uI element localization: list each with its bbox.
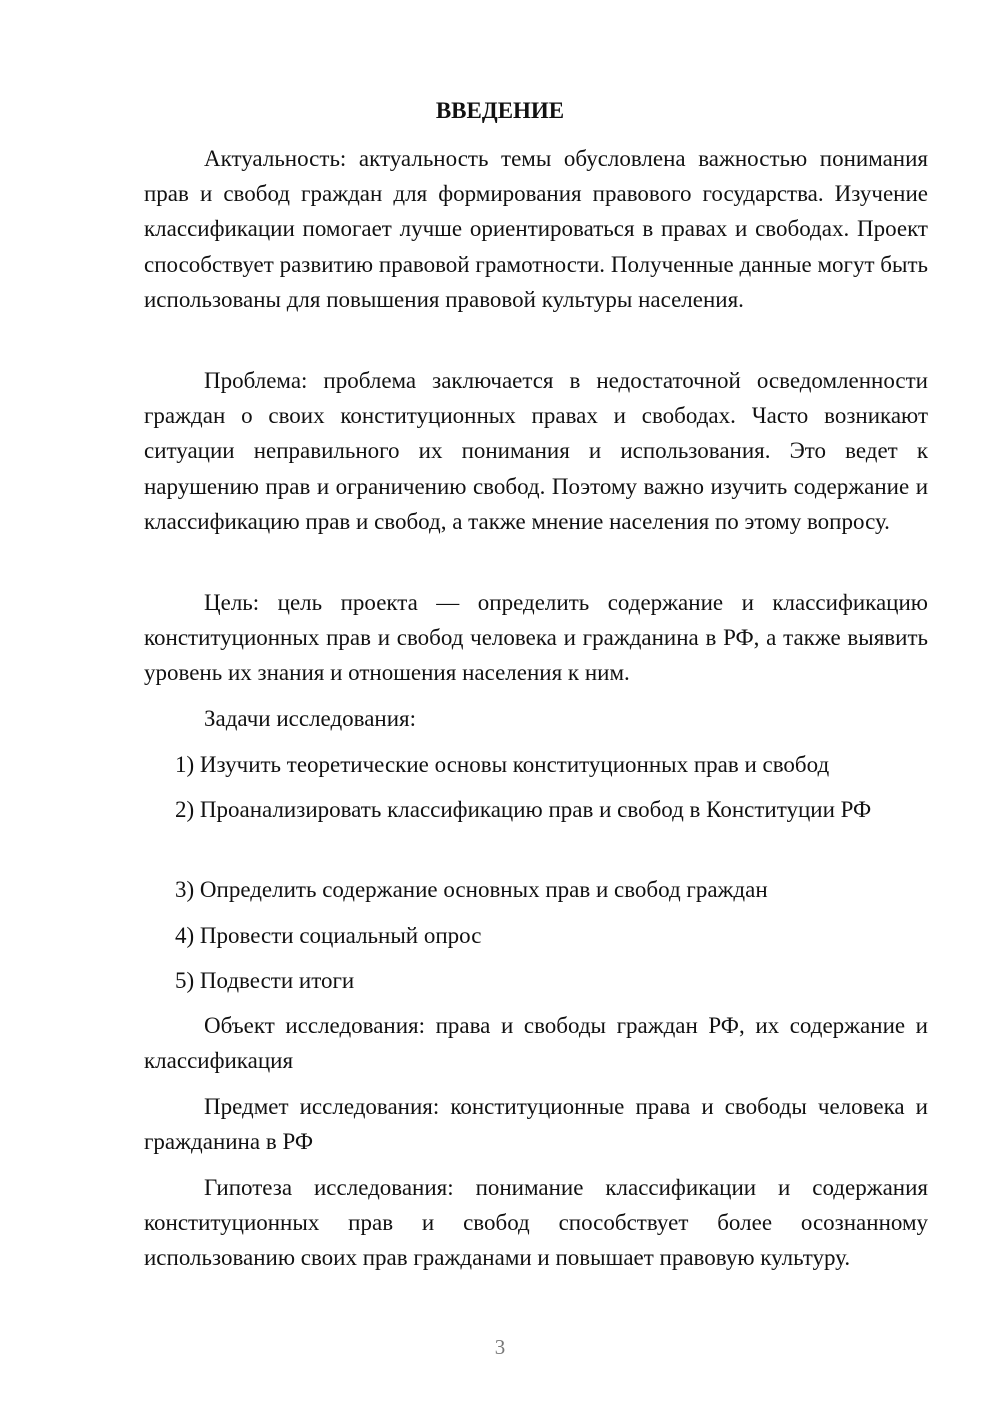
paragraph-subject-block <box>144 1089 928 1159</box>
task-item-5-block <box>144 963 928 998</box>
paragraph-hypothesis: Гипотеза исследования: понимание классификации и содержания конституционных прав и свобод способствует более осознанному использованию своих прав гражданами и повышает правовую культуру. <box>144 1175 928 1271</box>
tasks-heading: Задачи исследования: <box>204 706 417 731</box>
paragraph-relevance: Актуальность: актуальность темы обусловлена важностью понимания прав и свобод граждан для формирования правового государства. Изучение классификации помогает лучше ориентироваться в правах и свободах. Проект способствует развитию правовой грамотности. Полученные данные могут быть использованы для повышения правовой культуры населения. <box>144 146 928 312</box>
paragraph-problem-block <box>144 363 928 539</box>
list-item: 5) Подвести итоги <box>175 968 355 993</box>
paragraph-goal: Цель: цель проекта — определить содержание и классификацию конституционных прав и свобод человека и гражданина в РФ, а также выявить уровень их знания и отношения населения к ним. <box>144 590 928 686</box>
tasks-heading-block <box>144 701 928 736</box>
page-number: 3 <box>494 1335 506 1359</box>
list-item: 4) Провести социальный опрос <box>175 923 482 948</box>
paragraph-hypothesis-block <box>144 1170 928 1276</box>
task-item-1-block <box>144 747 928 782</box>
paragraph-problem: Проблема: проблема заключается в недостаточной осведомленности граждан о своих конституционных правах и свободах. Часто возникают ситуации неправильного их понимания и использования. Это ведет к нарушению прав и ограничению свобод. Поэтому важно изучить содержание и классификацию прав и свобод, а также мнение населения по этому вопросу. <box>144 368 928 534</box>
task-item-2-block <box>144 792 928 827</box>
list-item: 3) Определить содержание основных прав и свобод граждан <box>175 877 768 902</box>
paragraph-subject: Предмет исследования: конституционные права и свободы человека и гражданина в РФ <box>144 1094 928 1155</box>
list-item: 1) Изучить теоретические основы конституционных прав и свобод <box>175 752 830 777</box>
paragraph-object-block <box>144 1008 928 1078</box>
paragraph-goal-block <box>144 585 928 691</box>
paragraph-object: Объект исследования: права и свободы граждан РФ, их содержание и классификация <box>144 1013 928 1074</box>
page-title: ВВЕДЕНИЕ <box>435 98 565 123</box>
paragraph-relevance-block <box>144 141 928 317</box>
list-item: 2) Проанализировать классификацию прав и свобод в Конституции РФ <box>175 797 872 822</box>
task-item-4-block <box>144 918 928 953</box>
task-item-3-block <box>144 872 928 907</box>
